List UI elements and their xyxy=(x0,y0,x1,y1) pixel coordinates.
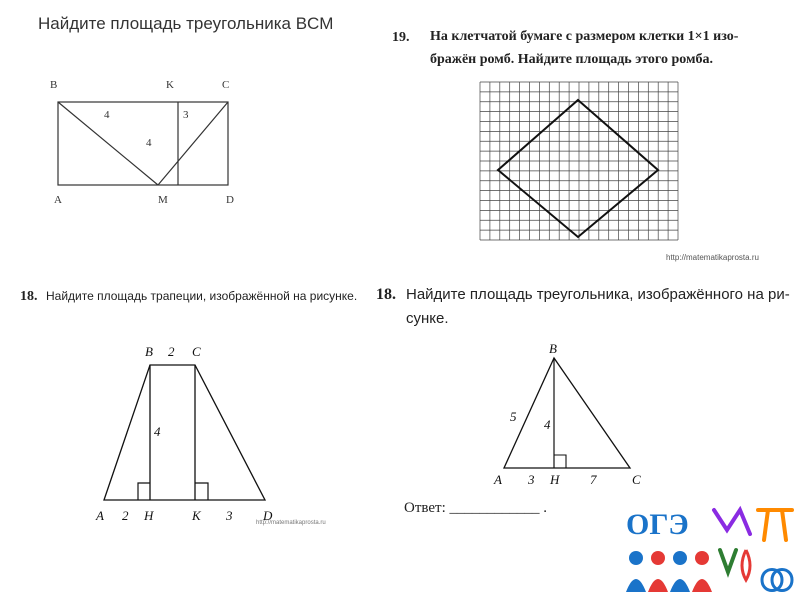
label-C: C xyxy=(222,79,230,91)
label-D: D xyxy=(226,194,234,206)
problem-19-text-line2: бражён ромб. Найдите площадь этого ромба. xyxy=(430,52,714,67)
label-AB-5: 5 xyxy=(510,409,517,424)
answer-line: Ответ: ____________ . xyxy=(404,500,548,516)
problem-18a-number: 18. xyxy=(20,289,38,304)
problem-18b-text-line1: Найдите площадь треугольника, изображённого на ри- xyxy=(406,286,790,303)
curve-icon xyxy=(742,550,750,580)
problem-19-number: 19. xyxy=(392,30,410,45)
label-height-4: 4 xyxy=(154,424,161,439)
pi-icon xyxy=(758,510,792,540)
grid-rhombus-figure xyxy=(478,80,680,242)
label-AH-2: 2 xyxy=(122,508,129,523)
problem-19-text-line1: На клетчатой бумаге с размером клетки 1×1 изо- xyxy=(430,29,739,44)
label-B: B xyxy=(145,344,153,359)
label-C: C xyxy=(192,344,201,359)
label-A: A xyxy=(96,508,104,523)
label-H: H xyxy=(550,472,560,487)
label-A: A xyxy=(54,194,62,206)
label-A: A xyxy=(494,472,502,487)
rhombus xyxy=(498,100,658,237)
task-title-bcm: Найдите площадь треугольника BCM xyxy=(38,14,334,33)
watermark-18a: http://matematikaprosta.ru xyxy=(256,520,326,526)
watermark-19: http://matematikaprosta.ru xyxy=(666,253,759,262)
oge-logo xyxy=(622,500,797,595)
label-C: C xyxy=(632,472,641,487)
problem-18b-text-line2: сунке. xyxy=(406,310,449,327)
trapezoid-figure xyxy=(88,338,288,528)
label-KD-3: 3 xyxy=(226,508,233,523)
label-K: K xyxy=(192,508,201,523)
triangle-figure xyxy=(490,338,650,488)
rectangle-bcm-figure xyxy=(40,72,240,212)
label-B: B xyxy=(50,79,58,91)
label-H: H xyxy=(144,508,154,523)
sigma-icon xyxy=(714,510,750,534)
label-AH-3: 3 xyxy=(528,472,535,487)
label-B: B xyxy=(549,341,557,356)
infinity-icon xyxy=(762,570,792,591)
label-K: K xyxy=(166,79,174,91)
oge-logo-text: ОГЭ xyxy=(626,508,689,541)
label-M: M xyxy=(158,194,168,206)
problem-18a-text: Найдите площадь трапеции, изображённой на рисунке. xyxy=(46,289,358,303)
problem-18b-number: 18. xyxy=(376,286,396,303)
label-BM-4: 4 xyxy=(104,109,110,121)
label-KC-3: 3 xyxy=(183,109,189,121)
label-HC-7: 7 xyxy=(590,472,597,487)
checkmark-icon xyxy=(720,550,736,572)
label-D: D xyxy=(263,508,273,523)
label-KM-4: 4 xyxy=(146,137,152,149)
label-BC-2: 2 xyxy=(168,344,175,359)
label-BH-4: 4 xyxy=(544,417,551,432)
